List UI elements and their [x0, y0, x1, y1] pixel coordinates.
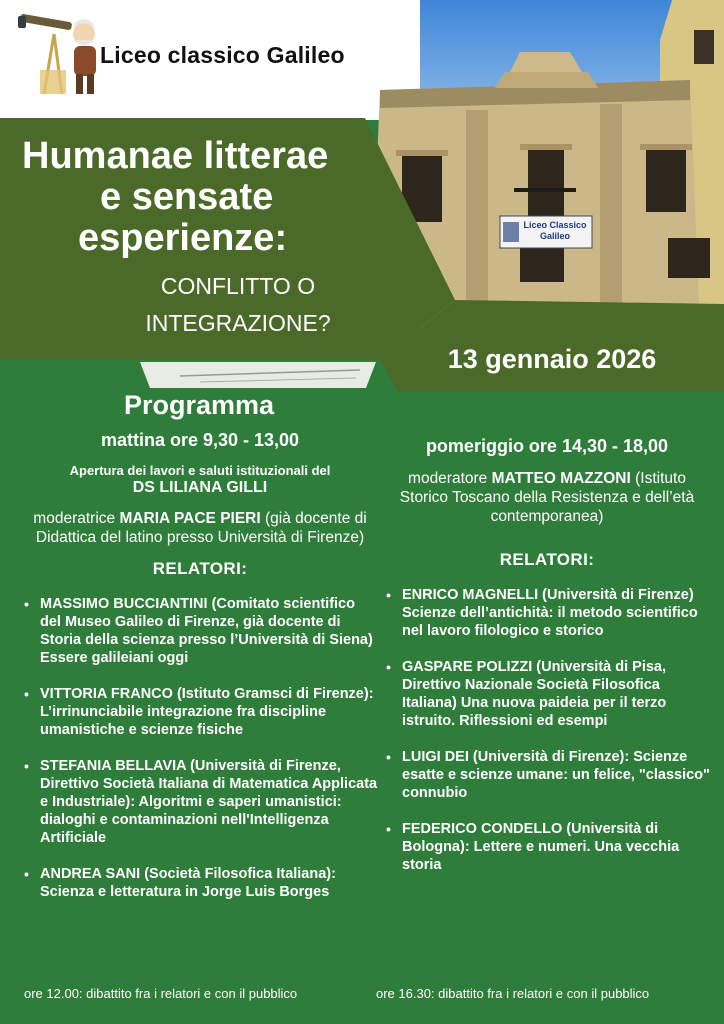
speaker-item: • LUIGI DEI (Università di Firenze): Scienze esatte e scienze umane: un felice, "classico" connubio	[384, 748, 710, 802]
morning-speakers-list	[22, 595, 378, 901]
speaker-item: • ANDREA SANI (Società Filosofica Italiana): Scienza e letteratura in Jorge Luis Borges	[22, 865, 378, 901]
title-line-1: Humanae litterae	[22, 135, 329, 177]
facade-banner: Liceo Classico Galileo	[523, 220, 587, 241]
speakers-label: RELATORI:	[152, 559, 248, 578]
galileo-logo	[18, 10, 106, 102]
event-date: 13 gennaio 2026	[447, 344, 657, 374]
event-title	[22, 136, 372, 259]
speaker-item: • FEDERICO CONDELLO (Università di Bologna): Lettere e numeri. Una vecchia storia	[384, 820, 710, 874]
morning-session-time: mattina ore 9,30 - 13,00	[100, 430, 300, 450]
moderator-name: MARIA PACE PIERI	[119, 510, 261, 527]
afternoon-session	[384, 436, 710, 892]
morning-debate-note: ore 12.00: dibattito fra i relatori e con il pubblico	[24, 986, 298, 1001]
moderator-name: MATTEO MAZZONI	[491, 470, 631, 487]
speaker-item: • GASPARE POLIZZI (Università di Pisa, Direttivo Nazionale Società Filosofica Italiana) Una nuova paideia per il terzo istruito. Riflessioni ed esempi	[384, 658, 710, 730]
moderator-prefix: moderatrice	[33, 510, 116, 527]
moderator-prefix: moderatore	[408, 470, 488, 487]
speaker-item: • ENRICO MAGNELLI (Università di Firenze) Scienze dell’antichità: il metodo scientifico nel lavoro filologico e storico	[384, 586, 710, 640]
moderator-info: (Istituto Storico Toscano della Resistenza e dell’età contemporanea)	[399, 470, 695, 525]
opening-remarks: Apertura dei lavori e saluti istituzionali del	[69, 463, 331, 478]
school-director: DS LILIANA GILLI	[132, 479, 268, 496]
event-subtitle	[88, 268, 388, 342]
title-line-2: e sensate	[100, 176, 274, 218]
program-heading: Programma	[123, 390, 275, 420]
speaker-item: • VITTORIA FRANCO (Istituto Gramsci di Firenze): L’irrinunciabile integrazione fra discipline umanistiche e scienze fisiche	[22, 685, 378, 739]
subtitle-line-2: INTEGRAZIONE?	[145, 310, 331, 336]
speaker-item: • MASSIMO BUCCIANTINI (Comitato scientifico del Museo Galileo di Firenze, già docente di Storia della scienza presso l’Università di Siena) Essere galileiani oggi	[22, 595, 378, 667]
speaker-item: • STEFANIA BELLAVIA (Università di Firenze, Direttivo Società Italiana di Matematica Applicata e Industriale): Algoritmi e saperi umanistici: dialoghi e contaminazioni nell'Intelligenza Artificiale	[22, 757, 378, 847]
afternoon-speakers-list	[384, 586, 710, 874]
subtitle-line-1: CONFLITTO O	[160, 273, 316, 299]
morning-session	[22, 430, 378, 919]
speakers-label: RELATORI:	[499, 550, 595, 569]
morning-moderator	[22, 509, 378, 547]
moderator-info: (già docente di Didattica del latino presso Università di Firenze)	[35, 510, 367, 546]
afternoon-debate-note: ore 16.30: dibattito fra i relatori e con il pubblico	[376, 986, 650, 1001]
afternoon-session-time: pomeriggio ore 14,30 - 18,00	[425, 436, 669, 456]
title-line-3: esperienze:	[78, 217, 288, 259]
afternoon-moderator	[384, 469, 710, 526]
school-name: Liceo classico Galileo	[100, 42, 345, 68]
